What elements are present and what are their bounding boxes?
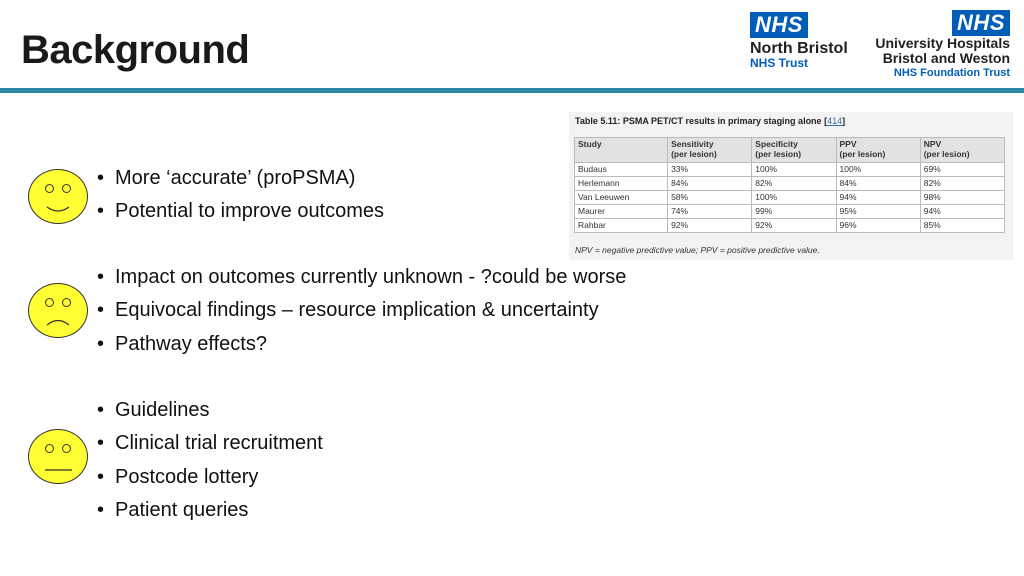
logo-trust-name: NHS Foundation Trust: [893, 67, 1010, 79]
logo-org-name-line1: University Hospitals: [875, 35, 1010, 51]
table-cell: Herlemann: [575, 177, 668, 191]
list-item: • More ‘accurate’ (proPSMA): [97, 162, 384, 195]
table-cell: 85%: [920, 219, 1004, 233]
table-cell: 100%: [752, 191, 836, 205]
frown-mouth: [28, 283, 88, 338]
pros-list: [97, 162, 384, 229]
list-item: • Equivocal findings – resource implication & uncertainty: [97, 294, 626, 327]
table-cell: 82%: [752, 177, 836, 191]
title-divider: [0, 88, 1024, 93]
table-cell: 33%: [668, 163, 752, 177]
table-cell: 98%: [920, 191, 1004, 205]
list-item: • Pathway effects?: [97, 328, 626, 361]
slide-title: Background: [21, 28, 250, 72]
logo-org-name: North Bristol: [750, 40, 848, 57]
list-item: • Clinical trial recruitment: [97, 427, 323, 460]
table-cell: 69%: [920, 163, 1004, 177]
nhs-badge: NHS: [750, 12, 808, 38]
header-sensitivity: Sensitivity (per lesion): [668, 138, 752, 163]
list-item: • Potential to improve outcomes: [97, 195, 384, 228]
table-row: [575, 163, 1005, 177]
table-cell: 92%: [752, 219, 836, 233]
psma-results-table: [574, 137, 1005, 233]
list-item: • Guidelines: [97, 394, 323, 427]
table-cell: 99%: [752, 205, 836, 219]
considerations-list: [97, 394, 323, 527]
table-row: [575, 205, 1005, 219]
header-npv: NPV (per lesion): [920, 138, 1004, 163]
neutral-mouth: [28, 429, 88, 484]
psma-table-figure: [569, 112, 1013, 260]
nhs-badge: NHS: [952, 10, 1010, 36]
table-cell: Van Leeuwen: [575, 191, 668, 205]
table-cell: 58%: [668, 191, 752, 205]
logo-org-name-line2: Bristol and Weston: [882, 50, 1010, 66]
table-cell: 100%: [752, 163, 836, 177]
table-caption: Table 5.11: PSMA PET/CT results in primary staging alone [414]: [575, 116, 846, 126]
list-item: • Impact on outcomes currently unknown - ?could be worse: [97, 261, 626, 294]
sad-face-icon: [28, 283, 88, 338]
table-cell: 96%: [836, 219, 920, 233]
table-row: [575, 177, 1005, 191]
table-cell: Maurer: [575, 205, 668, 219]
table-cell: 94%: [836, 191, 920, 205]
table-cell: Rahbar: [575, 219, 668, 233]
smile-mouth: [28, 169, 88, 224]
table-cell: 92%: [668, 219, 752, 233]
table-cell: 74%: [668, 205, 752, 219]
table-row: [575, 191, 1005, 205]
table-header-row: [575, 138, 1005, 163]
header-study: Study: [575, 138, 668, 163]
uhbw-logo: [875, 10, 1010, 80]
table-cell: 94%: [920, 205, 1004, 219]
table-cell: 95%: [836, 205, 920, 219]
table-cell: Budaus: [575, 163, 668, 177]
reference-link[interactable]: 414: [827, 116, 843, 126]
table-cell: 84%: [668, 177, 752, 191]
header-ppv: PPV (per lesion): [836, 138, 920, 163]
header-specificity: Specificity (per lesion): [752, 138, 836, 163]
cons-list: [97, 261, 626, 361]
table-footnote: NPV = negative predictive value; PPV = positive predictive value.: [575, 245, 820, 255]
table-caption-text: Table 5.11: PSMA PET/CT results in primary staging alone: [575, 116, 822, 126]
table-cell: 84%: [836, 177, 920, 191]
table-row: [575, 219, 1005, 233]
list-item: • Postcode lottery: [97, 461, 323, 494]
list-item: • Patient queries: [97, 494, 323, 527]
happy-face-icon: [28, 169, 88, 224]
logo-trust-name: NHS Trust: [750, 56, 809, 70]
north-bristol-logo: [750, 12, 848, 70]
table-cell: 100%: [836, 163, 920, 177]
neutral-face-icon: [28, 429, 88, 484]
table-cell: 82%: [920, 177, 1004, 191]
